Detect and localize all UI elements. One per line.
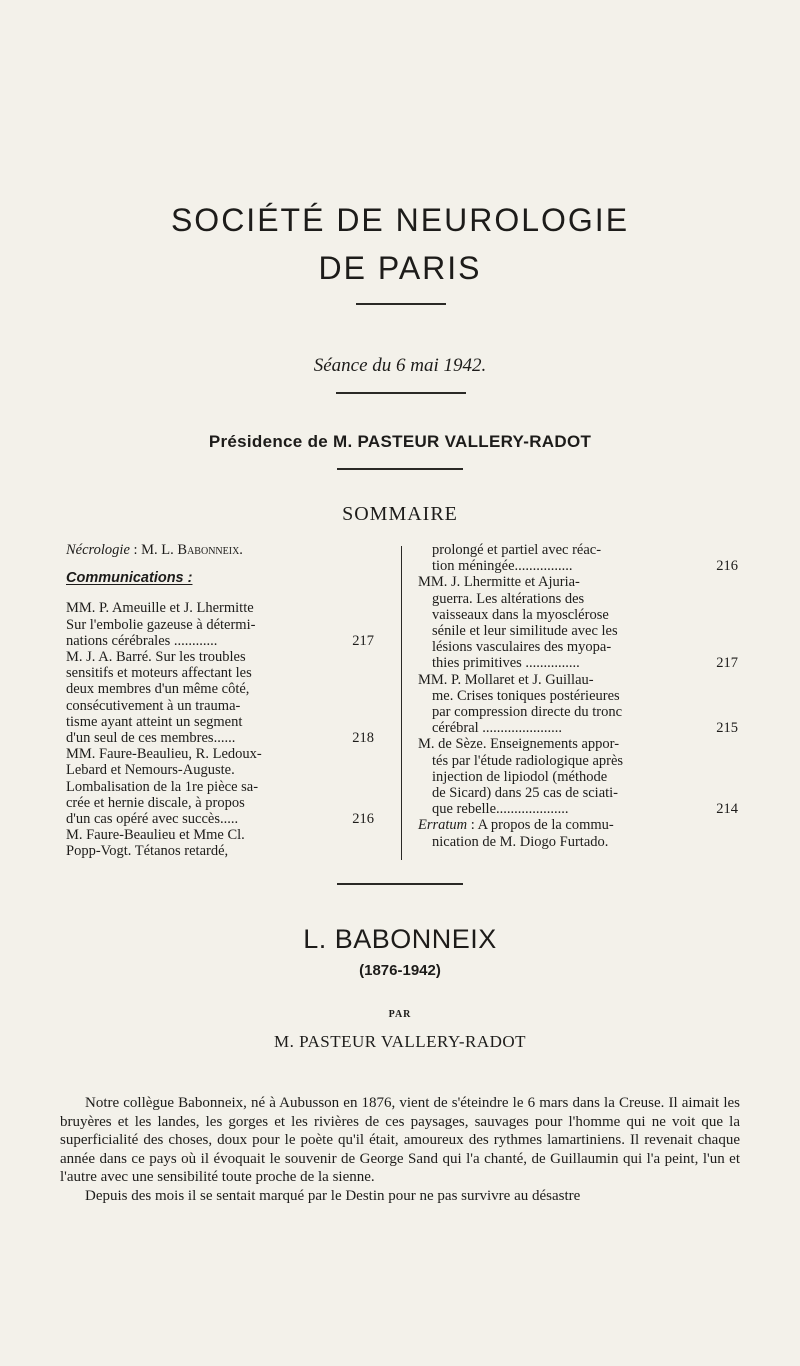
- erratum-label: Erratum: [418, 817, 468, 834]
- entry-page-number: 217: [352, 632, 374, 649]
- entry-line: d'un seul de ces membres......: [66, 730, 236, 747]
- entry-line: MM. P. Ameuille et J. Lhermitte: [66, 600, 254, 617]
- entry-line: consécutivement à un trauma-: [66, 697, 241, 714]
- summary-entry: [66, 746, 374, 827]
- summary-entry: [66, 649, 374, 746]
- entry-line: de Sicard) dans 25 cas de sciati-: [432, 785, 619, 802]
- entry-page-number: 215: [716, 720, 738, 737]
- entry-line: me. Crises toniques postérieures: [432, 687, 620, 704]
- society-title-line1: SOCIÉTÉ DE NEUROLOGIE: [170, 202, 630, 238]
- entry-line: sensitifs et moteurs affectant les: [66, 665, 252, 682]
- entry-page-number: 216: [716, 558, 738, 575]
- erratum-entry: [418, 817, 738, 849]
- entry-line: guerra. Les altérations des: [432, 590, 585, 607]
- entry-line: : A propos de la commu-: [467, 817, 614, 834]
- entry-line: nication de M. Diogo Furtado.: [432, 833, 609, 850]
- presidence-line: Présidence de M. PASTEUR VALLERY-RADOT: [208, 432, 592, 451]
- entry-line: tisme ayant atteint un segment: [66, 713, 243, 730]
- summary-entry: [418, 542, 738, 574]
- entry-line: MM. Faure-Beaulieu, R. Ledoux-: [66, 746, 262, 763]
- sommaire-title: SOMMAIRE: [342, 503, 458, 525]
- entry-line: tion méningée................: [432, 558, 573, 575]
- society-title-line2: DE PARIS: [318, 250, 482, 286]
- seance-date: Séance du 6 mai 1942.: [313, 355, 487, 376]
- entry-line: lésions vasculaires des myopa-: [432, 639, 612, 656]
- entry-page-number: 218: [352, 730, 374, 747]
- entry-page-number: 216: [352, 811, 374, 828]
- sommaire-left-column: [66, 542, 374, 860]
- entry-line: cérébral ......................: [432, 720, 563, 737]
- entry-page-number: 214: [716, 801, 738, 818]
- necrologie-entry: [66, 542, 374, 558]
- summary-entry: [418, 574, 738, 671]
- necrologie-label: Nécrologie: [66, 542, 130, 558]
- entry-line: Sur l'embolie gazeuse à détermi-: [66, 616, 256, 633]
- entry-line: sénile et leur similitude avec les: [432, 623, 618, 640]
- necrologie-text: : M. L. Babonneix.: [129, 542, 243, 558]
- entry-line: d'un cas opéré avec succès.....: [66, 811, 239, 828]
- entry-line: tés par l'étude radiologique après: [432, 752, 624, 769]
- entry-line: prolongé et partiel avec réac-: [432, 542, 602, 558]
- sommaire-right-column: [418, 542, 738, 850]
- seance-divider: [336, 392, 466, 394]
- entry-line: MM. P. Mollaret et J. Guillau-: [418, 671, 594, 688]
- entry-line: M. de Sèze. Enseignements appor-: [418, 736, 620, 753]
- presidence-divider: [337, 468, 463, 470]
- body-paragraph: Depuis des mois il se sentait marqué par le Destin pour ne pas survivre au désastre: [85, 1187, 581, 1204]
- entry-line: M. J. A. Barré. Sur les troubles: [66, 649, 246, 666]
- obituary-body: [60, 1094, 740, 1206]
- obituary-author: M. PASTEUR VALLERY-RADOT: [273, 1032, 527, 1051]
- communications-heading: Communications :: [66, 570, 193, 587]
- entry-line: Lombalisation de la 1re pièce sa-: [66, 778, 259, 795]
- par-label: PAR: [388, 1009, 412, 1020]
- summary-entry: [418, 672, 738, 737]
- summary-entry: [418, 736, 738, 817]
- entry-line: Popp-Vogt. Tétanos retardé,: [66, 843, 229, 860]
- obituary-name: L. BABONNEIX: [303, 924, 497, 954]
- title-divider: [356, 303, 446, 305]
- summary-entry: [66, 600, 374, 649]
- entry-line: thies primitives ...............: [432, 655, 580, 672]
- entry-line: MM. J. Lhermitte et Ajuria-: [418, 574, 580, 591]
- entry-page-number: 217: [716, 655, 738, 672]
- body-paragraph: Notre collègue Babonneix, né à Aubusson en 1876, vient de s'éteindre le 6 mars dans la Creuse. Il aimait les bruyères et les landes, les gorges et les rivières de ces paysages, sauvages pour l'homme qui ne voit que la superficialité des choses, doux pour le poète qu'il était, amoureux des rythmes lamartiniens. Il revenait chaque année dans ce pays où il évoquait le souvenir de George Sand qui l'a chanté, de Guillaumin qui l'a peint, l'un et l'autre avec une sensibilité toute proche de la sienne.: [60, 1095, 740, 1186]
- entry-line: deux membres d'un même côté,: [66, 681, 250, 698]
- entry-line: Lebard et Nemours-Auguste.: [66, 762, 235, 779]
- obituary-dates: (1876-1942): [359, 962, 441, 979]
- entry-line: par compression directe du tronc: [432, 704, 623, 721]
- entry-line: injection de lipiodol (méthode: [432, 768, 608, 785]
- column-divider: [401, 546, 402, 860]
- entry-line: nations cérébrales ............: [66, 632, 218, 649]
- entry-line: que rebelle....................: [432, 801, 569, 818]
- entry-line: crée et hernie discale, à propos: [66, 794, 245, 811]
- sommaire-divider: [337, 883, 463, 885]
- entry-line: vaisseaux dans la myosclérose: [432, 606, 609, 623]
- entry-line: M. Faure-Beaulieu et Mme Cl.: [66, 827, 245, 844]
- summary-entry: [66, 827, 374, 859]
